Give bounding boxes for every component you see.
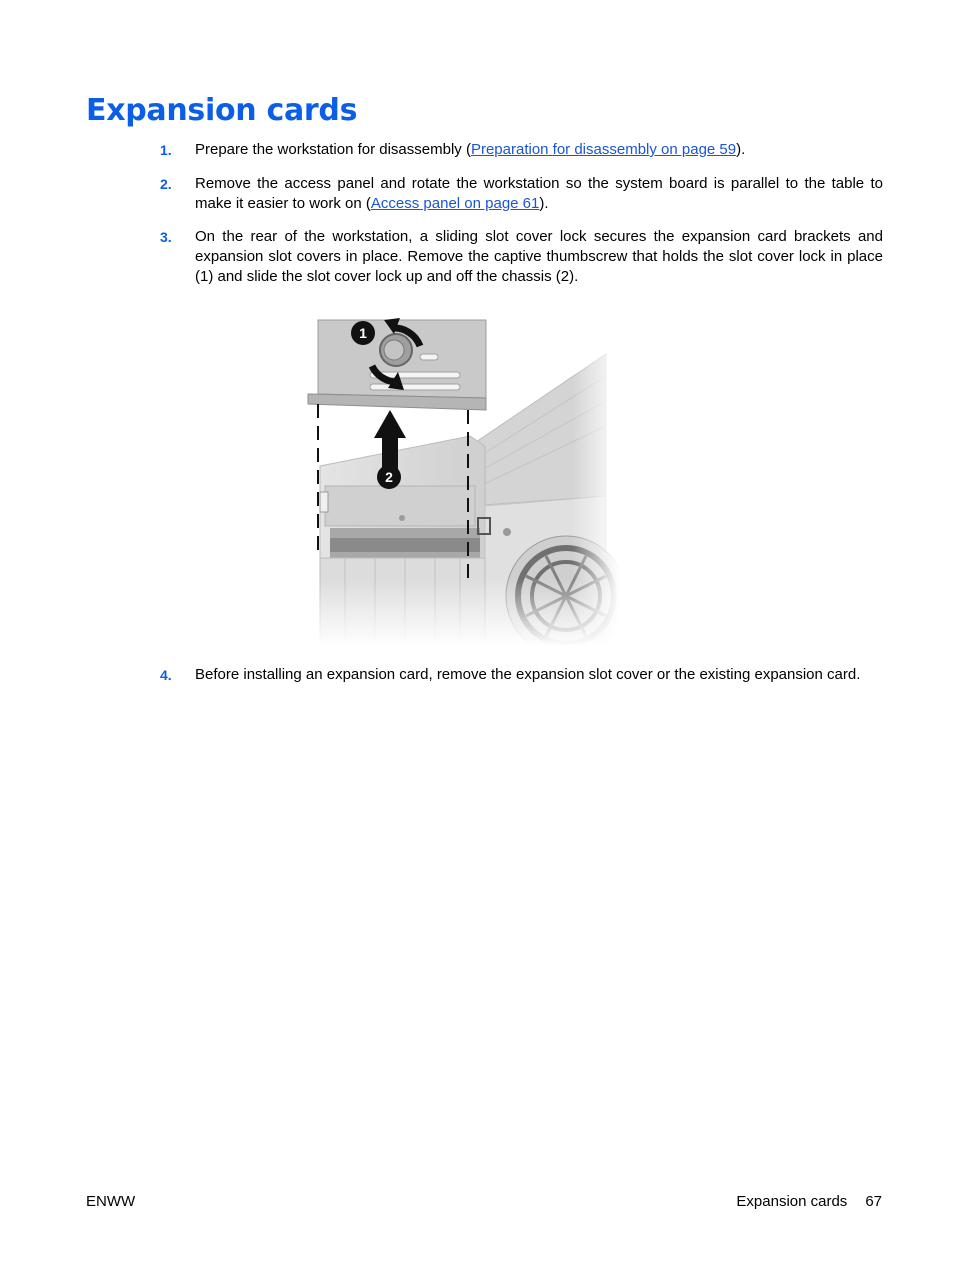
- preparation-link[interactable]: Preparation for disassembly on page 59: [470, 141, 737, 158]
- step-text: [195, 140, 883, 160]
- step-number: 1.: [160, 142, 172, 158]
- step-text-before: Prepare the workstation for disassembly (: [195, 141, 471, 158]
- step-text: [195, 174, 883, 214]
- step-number: 4.: [160, 667, 172, 683]
- footer-right: [736, 1192, 882, 1212]
- step-number: 3.: [160, 229, 172, 245]
- step-text: On the rear of the workstation, a sliding slot cover lock secures the expansion card brackets and expansion slot covers in place. Remove the captive thumbscrew that holds the slot cover lock in place (1) and slide the slot cover lock up and off the chassis (2).: [195, 228, 883, 285]
- footer-left: ENWW: [86, 1193, 136, 1210]
- step-text-after: ).: [736, 141, 746, 158]
- slot-cover-lock-illustration: [300, 306, 620, 646]
- step-text-after: ).: [539, 195, 549, 212]
- step-text: Before installing an expansion card, remove the expansion slot cover or the existing expansion card.: [195, 666, 861, 683]
- access-panel-link[interactable]: Access panel on page 61: [370, 195, 540, 212]
- footer-section: Expansion cards: [736, 1193, 848, 1210]
- step-text-before: Remove the access panel and rotate the workstation so the system board is parallel to the table to make it easier to work on (: [195, 175, 883, 212]
- step-number: 2.: [160, 176, 172, 192]
- page-number: 67: [865, 1193, 882, 1210]
- page-title: Expansion cards: [86, 93, 358, 128]
